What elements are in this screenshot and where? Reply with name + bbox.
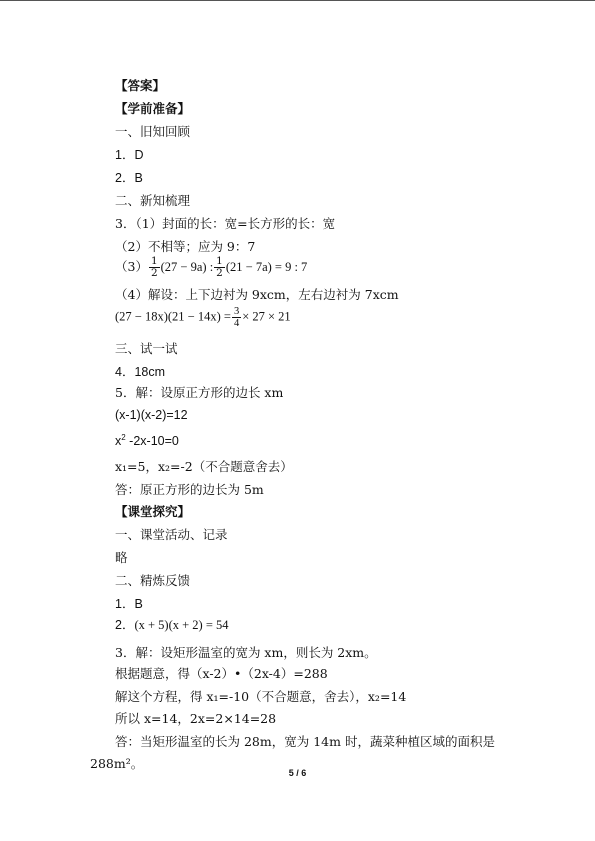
fraction-denominator: 2 [216, 267, 223, 279]
drill-item-1: 1．B [115, 597, 143, 611]
answer-heading: 【答案】 [115, 78, 166, 93]
try-item-4: 4．18cm [115, 365, 166, 379]
eq2-base: x [115, 434, 122, 449]
fraction-denominator: 4 [233, 318, 240, 329]
fraction-numerator: 1 [216, 255, 223, 267]
review-item-1: 1．D [115, 148, 144, 162]
try-answer: 答：原正方形的边长为 5m [115, 482, 264, 497]
try-heading: 三、试一试 [115, 341, 178, 356]
try-equation-2 [115, 430, 179, 449]
class-heading: 【课堂探究】 [115, 504, 191, 519]
try-solution: x₁=5，x₂=-2（不合题意舍去） [115, 459, 293, 474]
fraction-numerator: 3 [233, 306, 240, 317]
eq2-rest: -2x-10=0 [125, 434, 179, 449]
new-item-3-3-prefix: （3） [115, 259, 148, 274]
new-item-3-3 [115, 256, 307, 279]
fraction-three-quarters [232, 306, 241, 329]
new-heading: 二、新知梳理 [115, 193, 191, 208]
equation-right: × 27 × 21 [242, 309, 291, 324]
page-number: 5 / 6 [288, 768, 307, 778]
page-top-border [0, 0, 595, 1]
eq2-exponent: 2 [121, 433, 126, 442]
fraction-half-a [149, 256, 160, 279]
equation-left: (27 − 18x)(21 − 14x) = [115, 309, 231, 324]
new-item-3-2: （2）不相等；应为 9：7 [115, 239, 256, 254]
drill-item-2-prefix: 2． [115, 618, 135, 632]
drill-item-3-line-6: 288m²。 [90, 756, 144, 771]
new-item-3-3-expr1: (27 − 9a) : [160, 260, 214, 274]
try-equation-1: (x-1)(x-2)=12 [115, 408, 188, 422]
new-item-3-4-equation [115, 306, 291, 329]
new-item-3-1: 3．（1）封面的长：宽=长方形的长：宽 [115, 216, 336, 231]
drill-heading: 二、精炼反馈 [115, 573, 191, 588]
fraction-half-b [214, 256, 225, 279]
try-item-5: 5．解：设原正方形的边长 xm [115, 385, 284, 400]
drill-item-2-equation: (x + 5)(x + 2) = 54 [134, 618, 229, 632]
activity-heading: 一、课堂活动、记录 [115, 527, 228, 542]
drill-item-3: 3．解：设矩形温室的宽为 xm，则长为 2xm。 [115, 645, 377, 660]
review-heading: 一、旧知回顾 [115, 124, 191, 139]
review-item-2: 2．B [115, 171, 143, 185]
new-item-3-3-expr2: (21 − 7a) = 9 : 7 [225, 260, 308, 274]
drill-item-3-line-3: 解这个方程，得 x₁=-10（不合题意，舍去），x₂=14 [115, 689, 407, 704]
new-item-3-4: （4）解设：上下边衬为 9xcm，左右边衬为 7xcm [115, 287, 399, 302]
drill-item-3-line-5: 答：当矩形温室的长为 28m，宽为 14m 时，蔬菜种植区域的面积是 [115, 734, 495, 749]
drill-item-3-line-2: 根据题意，得（x-2）•（2x-4）=288 [115, 666, 328, 681]
drill-item-2 [115, 617, 229, 633]
prelearn-heading: 【学前准备】 [115, 101, 191, 116]
fraction-numerator: 1 [150, 255, 158, 267]
activity-content: 略 [115, 550, 128, 565]
drill-item-3-line-4: 所以 x=14，2x=2×14=28 [115, 711, 277, 726]
fraction-denominator: 2 [150, 267, 158, 279]
